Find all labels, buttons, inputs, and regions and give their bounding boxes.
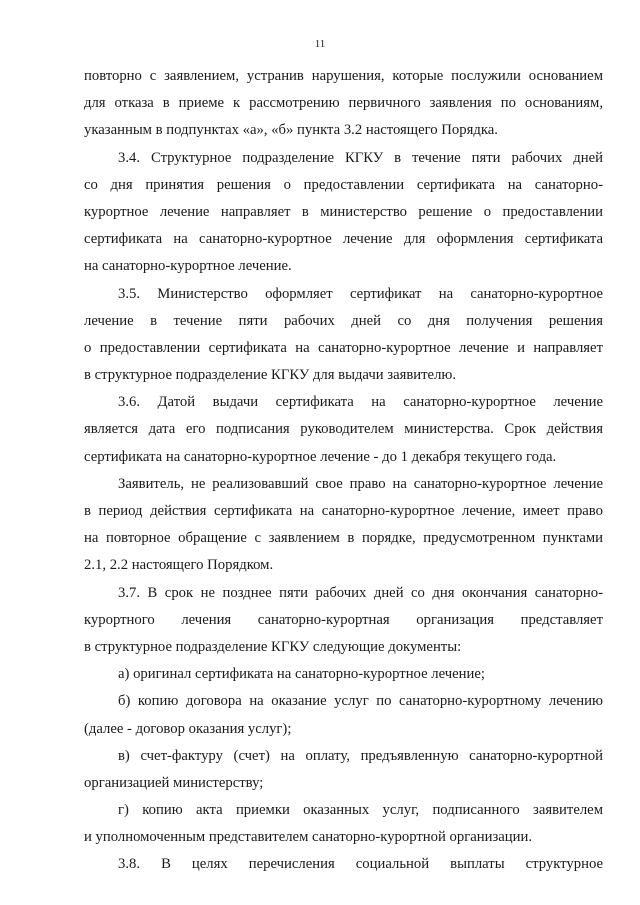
text-line: сертификата на санаторно-курортное лечение - до 1 декабря текущего года.: [84, 448, 557, 465]
text-line: в период действия сертификата на санаторно-курортное лечение, имеет право: [84, 503, 603, 519]
paragraph-3-6-first-line: 3.6. Датой выдачи сертификата на санаторно-курортное лечение: [118, 394, 603, 411]
list-item-b-first-line: б) копию договора на оказание услуг по санаторно-курортному лечению: [118, 693, 603, 710]
text-line: сертификата на санаторно-курортное лечение для оформления сертификата: [84, 231, 603, 248]
paragraph-3-7-first-line: 3.7. В срок не позднее пяти рабочих дней со дня окончания санаторно-: [118, 584, 603, 601]
text-line: в структурное подразделение КГКУ для выдачи заявителю.: [84, 367, 457, 384]
paragraph-3-4-first-line: 3.4. Структурное подразделение КГКУ в течение пяти рабочих дней: [118, 149, 603, 166]
text-line: курортное лечение направляет в министерство решение о предоставлении: [84, 203, 603, 220]
text-line: указанным в подпунктах «а», «б» пункта 3.2 настоящего Порядка.: [84, 122, 498, 139]
page-number: 11: [314, 38, 326, 50]
list-item-g-first-line: г) копию акта приемки оказанных услуг, подписанного заявителем: [118, 802, 603, 819]
paragraph-3-5-first-line: 3.5. Министерство оформляет сертификат на санаторно-курортное: [118, 285, 603, 302]
text-line: для отказа в приеме к рассмотрению первичного заявления по основаниям,: [84, 95, 603, 112]
list-item-v-first-line: в) счет-фактуру (счет) на оплату, предъявленную санаторно-курортной: [118, 747, 603, 764]
text-line: (далее - договор оказания услуг);: [84, 720, 292, 737]
text-line: о предоставлении сертификата на санаторно-курортное лечение и направляет: [84, 339, 603, 356]
text-line: является дата его подписания руководителем министерства. Срок действия: [84, 421, 603, 438]
paragraph-3-8-first-line: 3.8. В целях перечисления социальной выплаты структурное: [118, 856, 603, 873]
text-line: повторно с заявлением, устранив нарушения, которые послужили основанием: [84, 68, 603, 84]
document-body: [84, 63, 603, 879]
paragraph-applicant-first-line: Заявитель, не реализовавший свое право на санаторно-курортное лечение: [118, 475, 603, 492]
text-line: на повторное обращение с заявлением в порядке, предусмотренном пунктами: [84, 530, 603, 547]
text-line: курортного лечения санаторно-курортная организация представляет: [84, 611, 603, 628]
text-line: 2.1, 2.2 настоящего Порядком.: [84, 557, 274, 574]
text-line: организацией министерству;: [84, 774, 264, 791]
text-line: лечение в течение пяти рабочих дней со дня получения решения: [84, 312, 603, 329]
list-item-a: а) оригинал сертификата на санаторно-курортное лечение;: [118, 666, 485, 683]
text-line: и уполномоченным представителем санаторно-курортной организации.: [84, 829, 533, 846]
text-line: в структурное подразделение КГКУ следующие документы:: [84, 638, 462, 655]
text-line: на санаторно-курортное лечение.: [84, 258, 292, 275]
text-line: со дня принятия решения о предоставлении сертификата на санаторно-: [84, 176, 603, 193]
